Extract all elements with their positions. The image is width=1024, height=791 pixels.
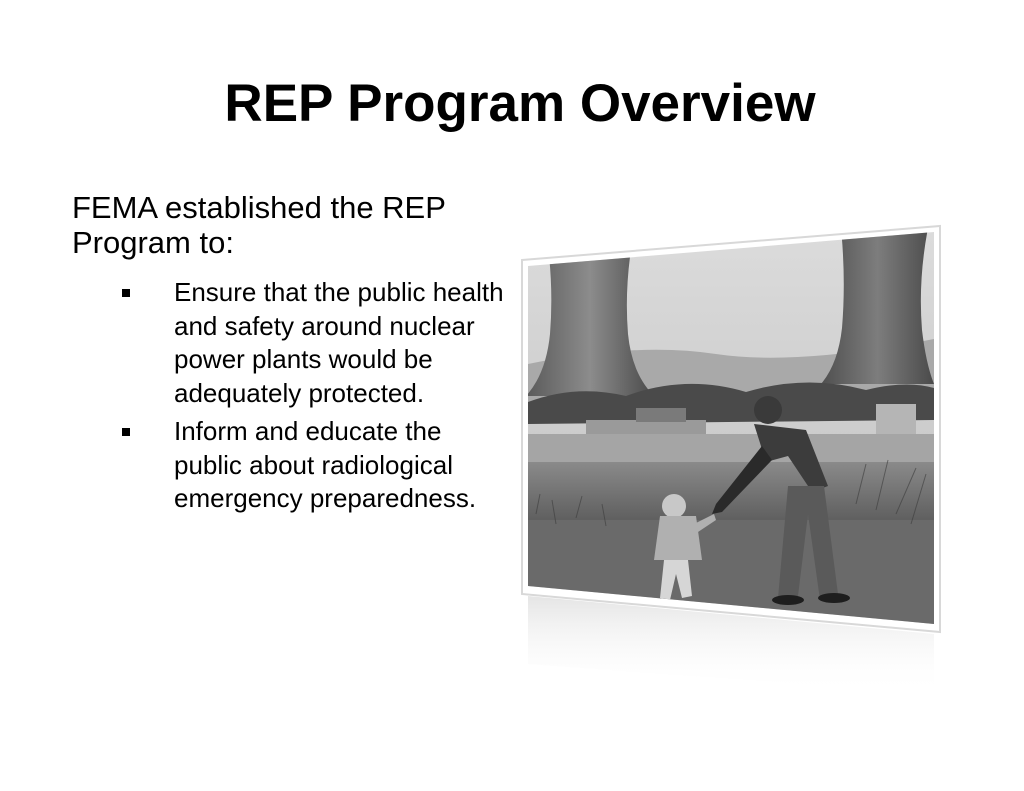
bullet-item [122,276,522,410]
photo-image [516,224,946,694]
intro-text: FEMA established the REP Program to: [72,190,446,260]
slide-title: REP Program Overview [224,74,816,133]
bullet-text: Ensure that the public health and safety around nuclear power plants would be adequately protected. [174,277,504,408]
bullet-square-icon [122,428,130,436]
bullet-item [122,415,522,516]
photo-frame [516,224,946,694]
bullet-list [122,276,522,521]
bullet-text: Inform and educate the public about radiological emergency preparedness. [174,416,477,513]
bullet-square-icon [122,289,130,297]
